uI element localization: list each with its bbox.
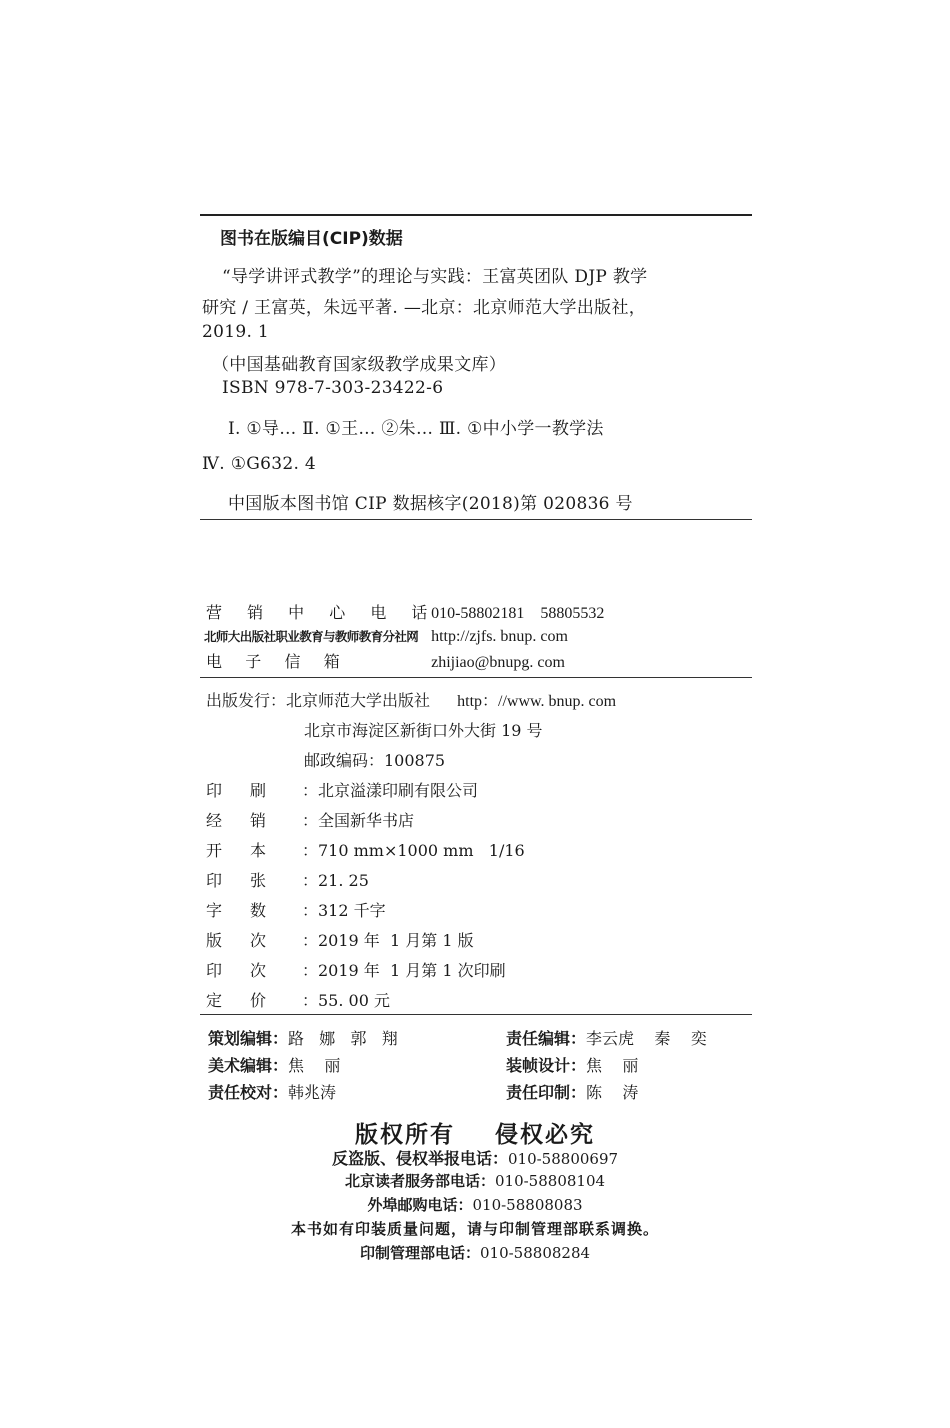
marketing-phone-label: 营 销 中 心 电 话 xyxy=(206,603,438,622)
pub-label: 定价 xyxy=(206,991,295,1010)
cip-bottom-rule xyxy=(200,519,752,520)
staff-print-manager xyxy=(506,1080,638,1103)
antipiracy-phone: 010-58800697 xyxy=(507,1150,619,1168)
reader-service-line xyxy=(0,1170,950,1191)
staff-planning-editor xyxy=(208,1026,398,1049)
pub-value: ：北京溢漾印刷有限公司 xyxy=(302,781,479,800)
pub-row-sheets xyxy=(206,868,369,891)
publisher-address: 北京市海淀区新街口外大街 19 号 xyxy=(304,721,543,740)
print-dept-label: 印制管理部电话： xyxy=(359,1244,480,1262)
staff-label: 责任校对： xyxy=(208,1083,289,1102)
publisher-row xyxy=(206,688,616,711)
pub-value: ：710 mm×1000 mm 1/16 xyxy=(302,841,525,860)
pub-value: ：21. 25 xyxy=(302,871,369,890)
cip-title-line-1: “导学讲评式教学”的理论与实践：王富英团队 DJP 教学 xyxy=(222,267,648,287)
cip-series: （中国基础教育国家级教学成果文库） xyxy=(212,355,507,375)
quality-notice-text: 本书如有印装质量问题，请与印制管理部联系调换。 xyxy=(290,1220,659,1238)
pub-value: ：2019 年 1 月第 1 次印刷 xyxy=(302,961,506,980)
marketing-bottom-rule xyxy=(200,677,752,678)
pub-row-impression xyxy=(206,958,506,981)
staff-art-editor xyxy=(208,1053,340,1076)
pub-value: ：55. 00 元 xyxy=(302,991,390,1010)
cip-isbn: ISBN 978-7-303-23422-6 xyxy=(222,378,444,398)
cip-classification-2: Ⅳ. ①G632. 4 xyxy=(202,454,316,474)
pub-label: 印次 xyxy=(206,961,295,980)
staff-binding-design xyxy=(506,1053,638,1076)
antipiracy-label: 反盗版、侵权举报电话： xyxy=(331,1149,508,1168)
pub-row-distribution xyxy=(206,808,414,831)
staff-label: 策划编辑： xyxy=(208,1029,289,1048)
cip-classification-1: Ⅰ. ①导… Ⅱ. ①王… ②朱… Ⅲ. ①中小学一教学法 xyxy=(228,419,604,439)
pub-row-format xyxy=(206,838,525,861)
copyright-title: 版权所有 侵权必究 xyxy=(354,1122,596,1148)
antipiracy-line xyxy=(0,1146,950,1169)
print-dept-phone: 010-58808284 xyxy=(479,1244,591,1262)
pub-label: 经销 xyxy=(206,811,295,830)
publisher-label: 出版发行： xyxy=(206,691,287,710)
marketing-phone-value: 010-58802181 58805532 xyxy=(431,605,605,622)
cip-heading: 图书在版编目(CIP)数据 xyxy=(220,229,403,249)
publisher-url[interactable]: http：//www. bnup. com xyxy=(457,693,617,710)
staff-proofreader xyxy=(208,1080,336,1103)
staff-value: 李云虎 秦 奕 xyxy=(586,1029,707,1048)
cip-title-line-3: 2019. 1 xyxy=(202,322,269,342)
pub-value: ：312 千字 xyxy=(302,901,386,920)
cip-title-line-2: 研究 / 王富英，朱远平著. —北京：北京师范大学出版社， xyxy=(202,298,647,318)
staff-value: 路 娜 郭 翔 xyxy=(288,1029,398,1048)
staff-responsible-editor xyxy=(506,1026,707,1049)
staff-label: 装帧设计： xyxy=(506,1056,587,1075)
pub-row-wordcount xyxy=(206,898,386,921)
cip-top-rule xyxy=(200,214,752,216)
staff-value: 焦 丽 xyxy=(288,1056,341,1075)
staff-value: 韩兆涛 xyxy=(288,1083,337,1102)
pub-label: 版次 xyxy=(206,931,295,950)
marketing-web-row xyxy=(204,626,568,646)
mail-order-line xyxy=(0,1194,950,1215)
pub-row-print xyxy=(206,778,478,801)
pub-label: 印张 xyxy=(206,871,295,890)
pub-value: ：全国新华书店 xyxy=(302,811,415,830)
publisher-postcode: 邮政编码：100875 xyxy=(304,751,446,770)
pub-label: 字数 xyxy=(206,901,295,920)
publisher-name: 北京师范大学出版社 xyxy=(286,691,431,710)
marketing-web-link[interactable]: http://zjfs. bnup. com xyxy=(431,628,568,645)
mail-order-phone: 010-58808083 xyxy=(472,1196,583,1214)
mail-order-label: 外埠邮购电话： xyxy=(367,1196,473,1214)
marketing-email-label: 电 子 信 箱 xyxy=(206,652,342,671)
staff-value: 焦 丽 xyxy=(586,1056,639,1075)
reader-service-phone: 010-58808104 xyxy=(494,1172,606,1190)
pub-row-price xyxy=(206,988,390,1011)
staff-value: 陈 涛 xyxy=(586,1083,639,1102)
quality-notice xyxy=(0,1218,950,1239)
cip-number: 中国版本图书馆 CIP 数据核字(2018)第 020836 号 xyxy=(228,494,633,514)
marketing-phone-row xyxy=(206,600,604,623)
marketing-web-label: 北师大出版社职业教育与教师教育分社网 xyxy=(204,629,419,644)
publication-bottom-rule xyxy=(200,1014,752,1015)
pub-row-edition xyxy=(206,928,474,951)
staff-label: 美术编辑： xyxy=(208,1056,289,1075)
reader-service-label: 北京读者服务部电话： xyxy=(344,1172,495,1190)
print-dept-line xyxy=(0,1242,950,1263)
pub-value: ：2019 年 1 月第 1 版 xyxy=(302,931,474,950)
marketing-email-row xyxy=(206,649,565,672)
marketing-email-link[interactable]: zhijiao@bnupg. com xyxy=(431,654,565,671)
pub-label: 印刷 xyxy=(206,781,295,800)
staff-label: 责任印制： xyxy=(506,1083,587,1102)
staff-label: 责任编辑： xyxy=(506,1029,587,1048)
pub-label: 开本 xyxy=(206,841,295,860)
